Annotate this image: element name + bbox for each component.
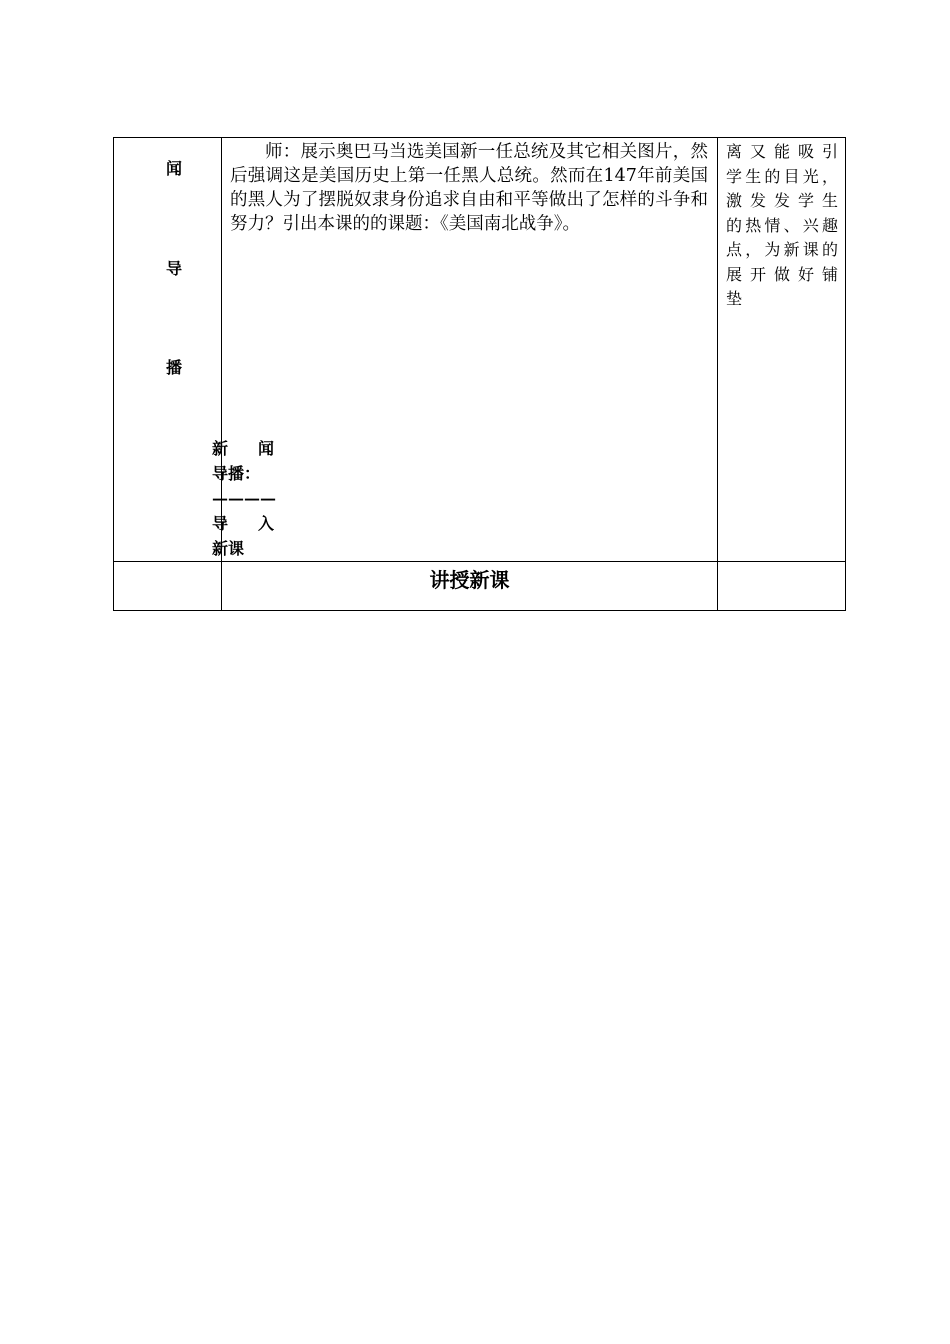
label-row-3-a: —— (212, 489, 244, 508)
label-row-2-text: 导播： (212, 464, 261, 483)
row-divider (114, 561, 845, 562)
label-row-4 (212, 511, 274, 536)
note-line-7: 垫 (726, 289, 743, 308)
label-row-5-text: 新课 (212, 539, 245, 558)
section-title: 讲授新课 (429, 568, 510, 592)
note-line-4: 的热情、兴趣 (726, 215, 838, 235)
lesson-plan-table (113, 137, 846, 611)
main-paragraph: 师：展示奥巴马当选美国新一任总统及其它相关图片，然后强调这是美国历史上第一任黑人总统。然而在147年前美国的黑人为了摆脱奴隶身份追求自由和平等做出了怎样的斗争和努力？引出本课的的课题：《美国南北战争》。 (230, 142, 708, 234)
label-row-3 (212, 486, 274, 511)
note-column (726, 140, 838, 312)
label-row-4-a: 导 (212, 514, 229, 533)
note-line-1: 离又能吸引 (726, 142, 838, 161)
column-divider-right (717, 138, 718, 610)
label-row-1 (212, 436, 274, 461)
label-row-5 (212, 536, 274, 561)
label-row-4-b: 入 (257, 514, 274, 533)
side-label-char-3: 播 (166, 358, 183, 377)
note-line-5: 点，为新课的 (726, 240, 838, 259)
label-row-1-a: 新 (212, 439, 229, 458)
side-label-char-2: 导 (166, 259, 183, 278)
note-line-6: 展开做好铺 (726, 264, 838, 284)
section-label-overflow (212, 436, 274, 561)
label-row-3-b: —— (244, 489, 276, 508)
note-line-3: 激发发学生 (726, 191, 838, 210)
label-row-1-b: 闻 (257, 439, 274, 458)
side-label-char-1: 闻 (166, 159, 183, 178)
label-row-2 (212, 461, 274, 486)
note-line-2: 学生的目光， (726, 166, 838, 186)
